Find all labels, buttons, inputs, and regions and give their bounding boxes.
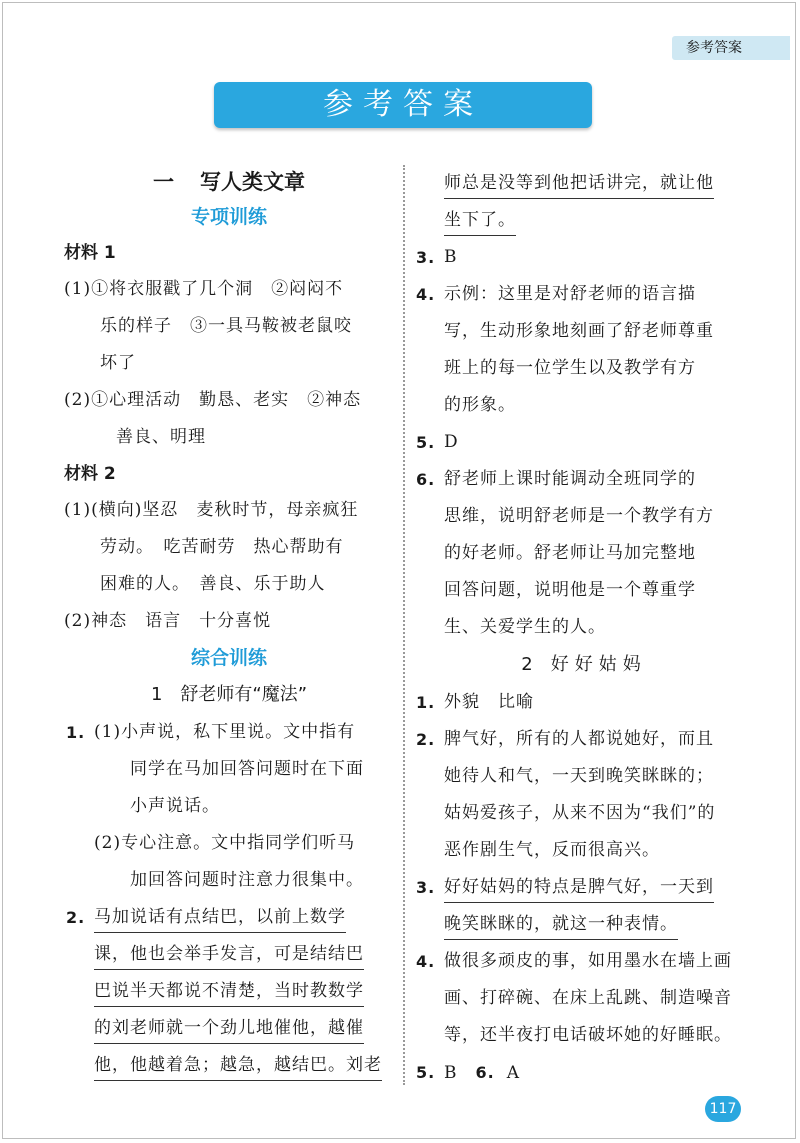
answer-key-banner: 参考答案 <box>214 82 592 128</box>
section-heading-special-training: 专项训练 <box>190 206 267 228</box>
question-4-line <box>414 276 754 313</box>
question-2-line <box>414 721 754 758</box>
answer-text: 脾气好，所有的人都说她好，而且 <box>444 729 714 749</box>
answer-line: 回答问题，说明他是一个尊重学 <box>444 580 696 600</box>
question-5-6-line <box>414 1054 754 1091</box>
answer-line: 加回答问题时注意力很集中。 <box>130 870 364 890</box>
answer-line: 思维，说明舒老师是一个教学有方 <box>444 506 714 526</box>
lesson-2-title <box>414 646 754 684</box>
question-number: 3. <box>416 878 436 897</box>
answer-line: (2)①心理活动 勤恳、老实 ②神态 <box>64 390 362 410</box>
question-number: 4. <box>416 952 436 971</box>
unit-title <box>64 165 394 199</box>
underlined-answer-text: 巴说半天都说不清楚，当时教数学 <box>94 976 364 1007</box>
section-heading-comprehensive-training: 综合训练 <box>190 647 267 669</box>
answer-line: 小声说话。 <box>130 796 220 816</box>
lesson-number: 2 <box>521 654 533 675</box>
answer-line: 乐的样子 ③一具马鞍被老鼠咬 <box>100 316 352 336</box>
underlined-answer-text: 的刘老师就一个劲儿地催他，越催 <box>94 1013 364 1044</box>
question-5-line <box>414 424 754 461</box>
underlined-answer-text: 晚笑眯眯的，就这一种表情。 <box>444 909 678 940</box>
answer-text: A <box>506 1063 520 1083</box>
material-1-heading: 材料 1 <box>64 243 116 263</box>
underlined-answer-text: 师总是没等到他把话讲完，就让他 <box>444 168 714 199</box>
answer-text: 舒老师上课时能调动全班同学的 <box>444 469 696 489</box>
answer-line: (1)(横向)坚忍 麦秋时节，母亲疯狂 <box>64 500 359 520</box>
corner-section-tab: 参考答案 <box>672 36 790 60</box>
question-number: 1. <box>416 693 436 712</box>
answer-line: 写，生动形象地刻画了舒老师尊重 <box>444 321 714 341</box>
question-2-line <box>64 899 394 936</box>
answer-line: 班上的每一位学生以及教学有方 <box>444 358 696 378</box>
left-column <box>64 165 394 1084</box>
page-number-badge: 117 <box>705 1096 741 1122</box>
column-divider <box>403 165 405 1085</box>
question-4-line <box>414 943 754 980</box>
answer-text: 外貌 比喻 <box>444 692 534 712</box>
question-number: 1. <box>66 723 86 742</box>
answer-text: (1)小声说，私下里说。文中指有 <box>94 722 356 742</box>
question-number: 5. <box>416 1063 436 1082</box>
answer-line: 善良、明理 <box>116 427 206 447</box>
answer-line: 恶作剧生气，反而很高兴。 <box>444 840 660 860</box>
answer-line: 的形象。 <box>444 395 516 415</box>
answer-text: 示例：这里是对舒老师的语言描 <box>444 284 696 304</box>
underlined-answer-text: 他，他越着急；越急，越结巴。刘老 <box>94 1050 382 1081</box>
underlined-answer-text: 马加说话有点结巴，以前上数学 <box>94 902 346 933</box>
answer-line: (1)①将衣服戳了几个洞 ②闷闷不 <box>64 279 344 299</box>
answer-line: 等，还半夜打电话破坏她的好睡眠。 <box>444 1025 732 1045</box>
underlined-answer-text: 坐下了。 <box>444 205 516 236</box>
answer-text: 做很多顽皮的事，如用墨水在墙上画 <box>444 951 732 971</box>
lesson-number: 1 <box>150 684 163 705</box>
lesson-title-text: 舒老师有“魔法” <box>180 684 308 705</box>
answer-text: B <box>444 247 458 267</box>
answer-line: 同学在马加回答问题时在下面 <box>130 759 364 779</box>
answer-line: (2)神态 语言 十分喜悦 <box>64 611 272 631</box>
answer-line: 她待人和气，一天到晚笑眯眯的； <box>444 766 714 786</box>
unit-title-text: 写人类文章 <box>200 170 305 194</box>
question-6-line <box>414 461 754 498</box>
answer-text: B <box>444 1063 458 1083</box>
lesson-1-title <box>64 676 394 714</box>
answer-line: 困难的人。 善良、乐于助人 <box>100 574 326 594</box>
question-number: 2. <box>66 908 86 927</box>
question-1-line <box>64 714 394 751</box>
question-number: 6. <box>475 1063 495 1082</box>
question-number: 5. <box>416 433 436 452</box>
answer-line: 劳动。 吃苦耐劳 热心帮助有 <box>100 537 344 557</box>
unit-number: 一 <box>153 170 174 194</box>
answer-line: 姑妈爱孩子，从来不因为“我们”的 <box>444 803 716 823</box>
answer-line: 的好老师。舒老师让马加完整地 <box>444 543 696 563</box>
right-column <box>414 165 754 1091</box>
lesson-title-text: 好好姑妈 <box>550 654 647 675</box>
question-number: 3. <box>416 248 436 267</box>
underlined-answer-text: 课，他也会举手发言，可是结结巴 <box>94 939 364 970</box>
answer-line: (2)专心注意。文中指同学们听马 <box>94 833 356 853</box>
underlined-answer-text: 好好姑妈的特点是脾气好，一天到 <box>444 872 714 903</box>
answer-text: D <box>444 432 459 452</box>
question-1-line <box>414 684 754 721</box>
material-2-heading: 材料 2 <box>64 464 116 484</box>
answer-line: 坏了 <box>100 353 136 373</box>
answer-line: 生、关爱学生的人。 <box>444 617 606 637</box>
question-number: 4. <box>416 285 436 304</box>
question-number: 6. <box>416 470 436 489</box>
question-number: 2. <box>416 730 436 749</box>
question-3-line <box>414 869 754 906</box>
question-3-line <box>414 239 754 276</box>
answer-line: 画、打碎碗、在床上乱跳、制造噪音 <box>444 988 732 1008</box>
